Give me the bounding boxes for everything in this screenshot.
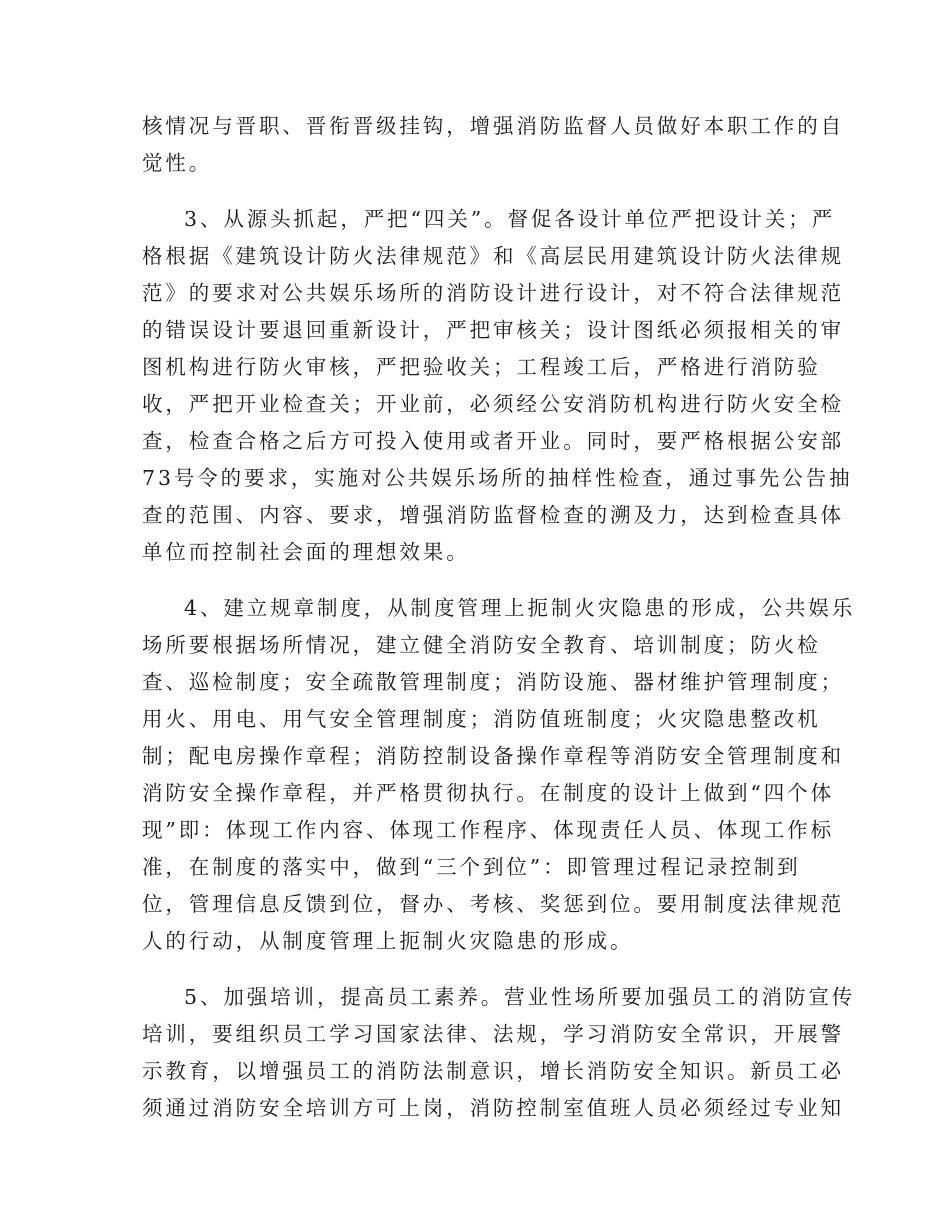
text-line: 人的行动，从制度管理上扼制火灾隐患的形成。 (142, 929, 634, 953)
text-line: 须通过消防安全培训方可上岗，消防控制室值班人员必须经过专业知 (142, 1096, 844, 1120)
text-line: 4、建立规章制度，从制度管理上扼制火灾隐患的形成，公共娱乐 (184, 596, 856, 620)
text-line: 的错误设计要退回重新设计，严把审核关；设计图纸必须报相关的审 (142, 318, 844, 342)
text-line: 格根据《建筑设计防火法律规范》和《高层民用建筑设计防火法律规 (142, 244, 844, 268)
text-line: 核情况与晋职、晋衔晋级挂钩，增强消防监督人员做好本职工作的自 (142, 114, 844, 138)
text-line: 培训，要组织员工学习国家法律、法规，学习消防安全常识，开展警 (142, 1022, 844, 1046)
text-line: 收，严把开业检查关；开业前，必须经公安消防机构进行防火安全检 (142, 392, 844, 416)
text-line: 查，检查合格之后方可投入使用或者开业。同时，要严格根据公安部 (142, 429, 844, 453)
text-line: 用火、用电、用气安全管理制度；消防值班制度；火灾隐患整改机 (142, 707, 821, 731)
text-line: 3、从源头抓起，严把“四关”。督促各设计单位严把设计关；严 (184, 207, 836, 231)
text-line: 5、加强培训，提高员工素养。营业性场所要加强员工的消防宣传 (184, 985, 856, 1009)
text-line: 查的范围、内容、要求，增强消防监督检查的溯及力，达到检查具体 (142, 503, 844, 527)
text-line: 图机构进行防火审核，严把验收关；工程竣工后，严格进行消防验 (142, 355, 821, 379)
text-line: 场所要根据场所情况，建立健全消防安全教育、培训制度；防火检 (142, 633, 821, 657)
text-line: 单位而控制社会面的理想效果。 (142, 540, 470, 564)
text-line: 范》的要求对公共娱乐场所的消防设计进行设计，对不符合法律规范 (142, 281, 844, 305)
text-line: 73号令的要求，实施对公共娱乐场所的抽样性检查，通过事先公告抽 (142, 466, 853, 490)
text-line: 制；配电房操作章程；消防控制设备操作章程等消防安全管理制度和 (142, 744, 844, 768)
text-line: 查、巡检制度；安全疏散管理制度；消防设施、器材维护管理制度； (142, 670, 844, 694)
text-line: 现”即：体现工作内容、体现工作程序、体现责任人员、体现工作标 (142, 818, 834, 842)
text-line: 位，管理信息反馈到位，督办、考核、奖惩到位。要用制度法律规范 (142, 892, 844, 916)
text-line: 示教育，以增强员工的消防法制意识，增长消防安全知识。新员工必 (142, 1059, 844, 1083)
text-line: 觉性。 (142, 151, 213, 175)
text-line: 准，在制度的落实中，做到“三个到位”：即管理过程记录控制到 (142, 855, 801, 879)
text-line: 消防安全操作章程，并严格贯彻执行。在制度的设计上做到“四个体 (142, 781, 834, 805)
